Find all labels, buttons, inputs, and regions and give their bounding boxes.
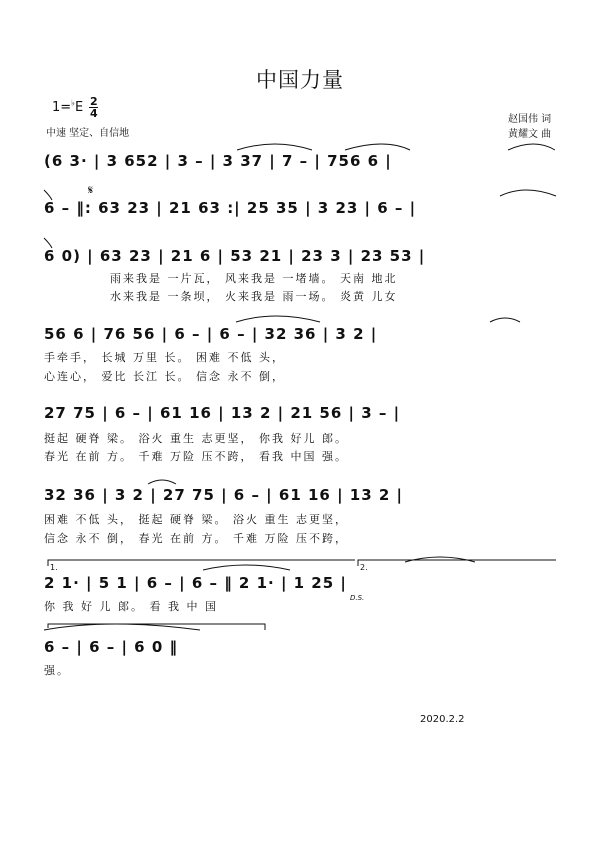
notation-row-7 — [44, 570, 559, 596]
tempo-marking: 中速 坚定、自信地 — [46, 128, 130, 139]
row-notes: (6 3· | 3 652 | 3 – | 3 37 | 7 – | 756 6 | — [44, 152, 392, 170]
row-notes: 27 75 | 6 – | 61 16 | 13 2 | 21 56 | 3 – | — [44, 404, 401, 422]
notation-row-5 — [44, 400, 559, 426]
key-note: E — [74, 100, 84, 115]
notation-row-2 — [44, 195, 559, 221]
segno-icon: 𝄋 — [88, 183, 94, 197]
lyric-line: 你 我 好 儿 郎。 看 我 中 国 — [44, 600, 218, 613]
lyric-line: 困难 不低 头， 挺起 硬脊 梁。 浴火 重生 志更坚， — [44, 513, 348, 526]
composer: 黄耀文 曲 — [508, 129, 552, 140]
row-notes: 2 1· | 5 1 | 6 – | 6 – ‖ 2 1· | 1 25 | — [44, 574, 347, 592]
row-notes: 6 – | 6 – | 6 0 ‖ — [44, 638, 178, 656]
key-prefix: 1= — [52, 100, 72, 115]
ending-1-label: 1. — [50, 563, 58, 572]
lyric-line: 心连心， 爱比 长江 长。 信念 永不 倒， — [44, 370, 285, 383]
row-notes: 56 6 | 76 56 | 6 – | 6 – | 32 36 | 3 2 | — [44, 325, 378, 343]
time-signature — [89, 96, 98, 119]
notation-row-1 — [44, 148, 559, 174]
notation-row-3 — [44, 243, 559, 269]
flat-symbol: ♭ — [71, 98, 75, 108]
lyric-line: 水来我是 一条坝， 火来我是 雨一场。 炎黄 儿女 — [110, 290, 398, 303]
time-top: 2 — [89, 95, 98, 108]
lyric-line: 雨来我是 一片瓦， 风来我是 一堵墙。 天南 地北 — [110, 272, 398, 285]
lyric-line: 手牵手， 长城 万里 长。 困难 不低 头， — [44, 351, 285, 364]
ending-2-label: 2. — [360, 563, 368, 572]
date-stamp: 2020.2.2 — [420, 714, 465, 725]
row-notes: 6 – ‖: 63 23 | 21 63 :| 25 35 | 3 23 | 6 – | — [44, 199, 417, 217]
song-title: 中国力量 — [256, 68, 344, 92]
credits — [508, 112, 551, 142]
row-notes: 6 0) | 63 23 | 21 6 | 53 21 | 23 3 | 23 53 | — [44, 247, 426, 265]
lyric-line: 强。 — [44, 664, 70, 677]
key-signature — [52, 96, 98, 119]
notation-row-8 — [44, 634, 274, 660]
notation-row-6 — [44, 482, 559, 508]
lyricist: 赵国伟 词 — [508, 114, 552, 125]
time-bottom: 4 — [89, 107, 98, 120]
notation-row-4 — [44, 321, 559, 347]
row-notes: 32 36 | 3 2 | 27 75 | 6 – | 61 16 | 13 2 | — [44, 486, 404, 504]
lyric-line: 挺起 硬脊 梁。 浴火 重生 志更坚， 你我 好儿 郎。 — [44, 432, 348, 445]
lyric-line: 春光 在前 方。 千难 万险 压不跨， 看我 中国 强。 — [44, 450, 348, 463]
lyric-line: 信念 永不 倒， 春光 在前 方。 千难 万险 压不跨， — [44, 532, 348, 545]
ds-marking: D.S. — [350, 594, 365, 602]
